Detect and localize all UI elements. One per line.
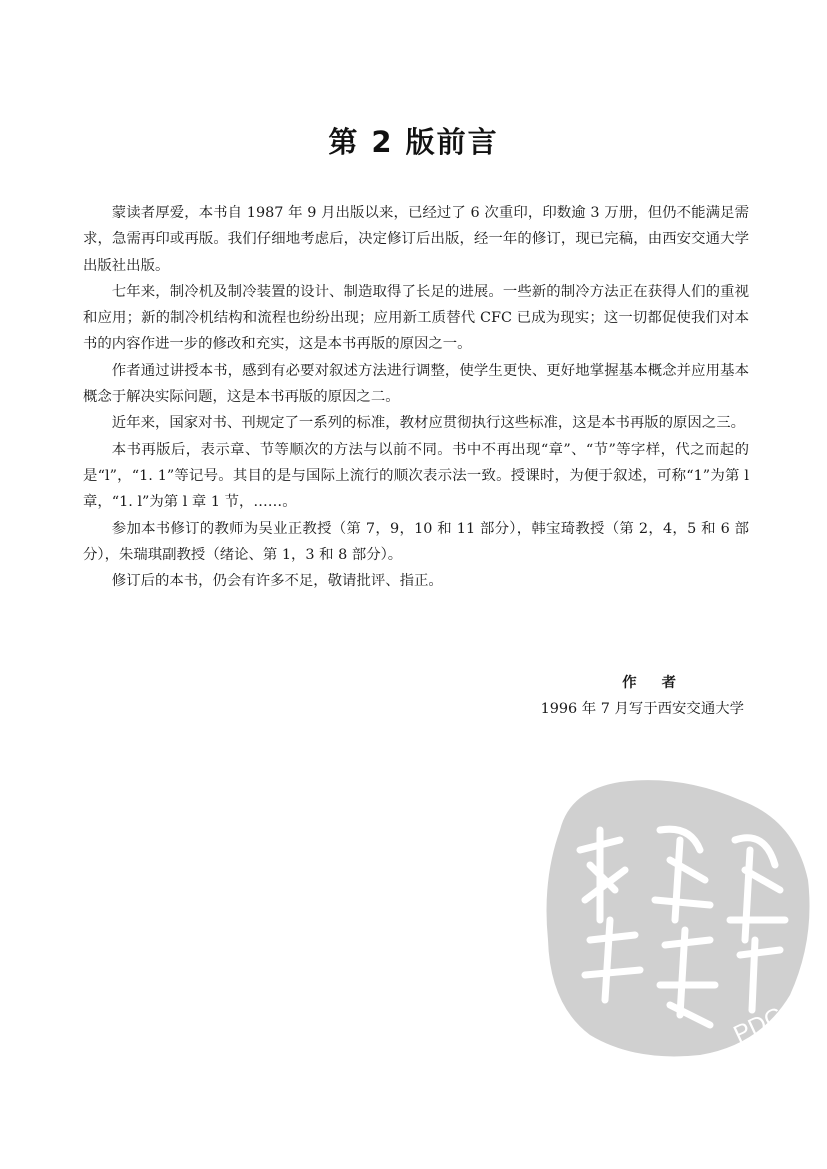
paragraph-6: 参加本书修订的教师为吴业正教授（第 7，9，10 和 11 部分），韩宝琦教授（第 2，4，5 和 6 部分），朱瑞琪副教授（绪论、第 1，3 和 8 部分）。	[83, 520, 749, 563]
signature-author: 作 者	[622, 675, 686, 691]
paragraph-3: 作者通过讲授本书，感到有必要对叙述方法进行调整，使学生更快、更好地掌握基本概念并应用基本概念于解决实际问题，这是本书再版的原因之二。	[83, 362, 749, 406]
signature-date-place: 1996 年 7 月写于西安交通大学	[540, 701, 744, 717]
preface-body	[83, 200, 749, 594]
pdg-watermark-seal	[540, 770, 815, 1060]
signature-block	[541, 670, 744, 722]
page-title: 第 2 版前言	[328, 125, 499, 159]
paragraph-1: 蒙读者厚爱，本书自 1987 年 9 月出版以来，已经过了 6 次重印，印数逾 3 万册，但仍不能满足需求，急需再印或再版。我们仔细地考虑后，决定修订后出版，经一年的修订，现已完稿，由西安交通大学出版社出版。	[83, 205, 749, 274]
paragraph-5: 本书再版后，表示章、节等顺次的方法与以前不同。书中不再出现“章”、“节”等字样，代之而起的是“l”，“1. 1”等记号。其目的是与国际上流行的顺次表示法一致。授课时，为便于叙述，可称“1”为第 l 章，“1. l”为第 l 章 1 节，……。	[83, 441, 749, 511]
paragraph-7: 修订后的本书，仍会有许多不足，敬请批评、指正。	[111, 573, 443, 590]
paragraph-4: 近年来，国家对书、刊规定了一系列的标准，教材应贯彻执行这些标准，这是本书再版的原因之三。	[111, 415, 745, 432]
paragraph-2: 七年来，制冷机及制冷装置的设计、制造取得了长足的进展。一些新的制冷方法正在获得人们的重视和应用；新的制冷机结构和流程也纷纷出现；应用新工质替代 CFC 已成为现实；这一切都促使我们对本书的内容作进一步的修改和充实，这是本书再版的原因之一。	[83, 283, 749, 353]
watermark-label: PDG	[729, 1001, 789, 1049]
